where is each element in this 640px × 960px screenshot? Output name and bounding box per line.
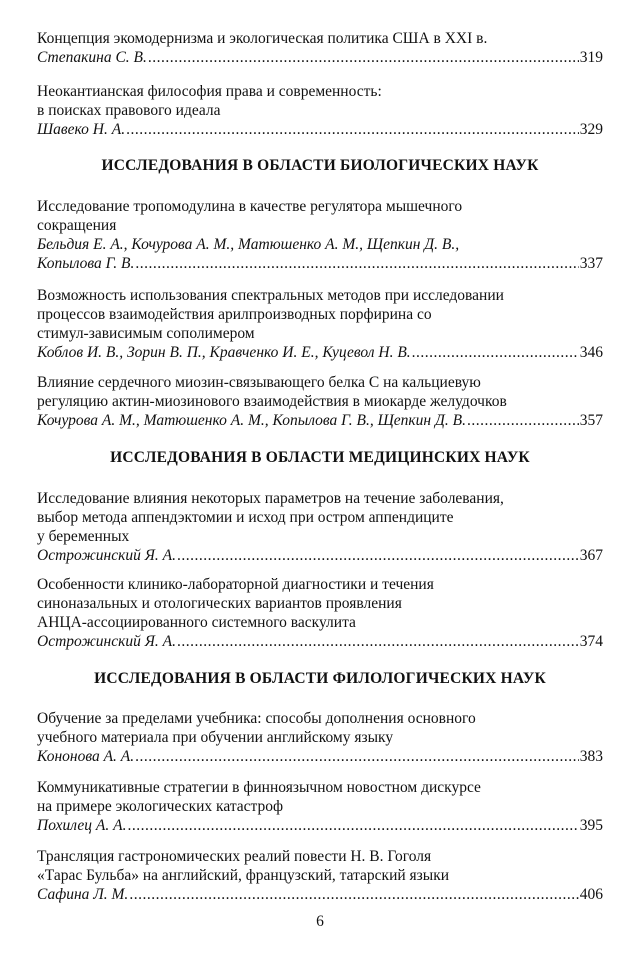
toc-entry	[37, 197, 603, 273]
entry-title-line: выбор метода аппендэктомии и исход при остром аппендиците	[37, 509, 454, 526]
entry-authors: Коблов И. В., Зорин В. П., Кравченко И. Е., Куцевол Н. В.	[37, 344, 411, 361]
entry-authors: Кононова А. А.	[37, 748, 135, 765]
entry-authors: Острожинский Я. А.	[37, 633, 177, 650]
toc-entry	[37, 709, 603, 766]
dot-leader	[129, 885, 578, 904]
entry-authors: Похилец А. А.	[37, 817, 127, 834]
entry-author-line	[37, 747, 603, 766]
entry-author-line	[37, 120, 603, 139]
entry-title-line: учебного материала при обучении английскому языку	[37, 729, 394, 746]
entry-title-line: Неокантианская философия права и современность:	[37, 83, 382, 100]
entry-author-line	[37, 411, 603, 430]
entry-title-line: на примере экологических катастроф	[37, 798, 284, 815]
entry-page-number: 367	[579, 547, 603, 564]
entry-title-line: Особенности клинико-лабораторной диагностики и течения	[37, 576, 434, 593]
toc-entry	[37, 29, 603, 67]
section-heading-medicine: ИССЛЕДОВАНИЯ В ОБЛАСТИ МЕДИЦИНСКИХ НАУК	[110, 449, 530, 466]
entry-page-number: 346	[579, 344, 603, 361]
entry-page-number: 395	[579, 817, 603, 834]
entry-title-line: АНЦА-ассоциированного системного васкулита	[37, 614, 356, 631]
toc-entry	[37, 82, 603, 139]
entry-title-line: Влияние сердечного миозин-связывающего белка С на кальциевую	[37, 374, 481, 391]
entry-authors-line: Бельдия Е. А., Кочурова А. М., Матюшенко А. М., Щепкин Д. В.,	[37, 236, 460, 253]
entry-title-line: Коммуникативные стратегии в финноязычном новостном дискурсе	[37, 779, 481, 796]
entry-title-line: Возможность использования спектральных методов при исследовании	[37, 287, 504, 304]
entry-authors: Шавеко Н. А.	[37, 121, 126, 138]
toc-entry	[37, 489, 603, 565]
dot-leader	[177, 546, 579, 565]
entry-title-line: Трансляция гастрономических реалий повести Н. В. Гоголя	[37, 848, 432, 865]
entry-page-number: 319	[579, 49, 603, 66]
page-number-footer: 6	[316, 913, 324, 930]
entry-page-number: 374	[579, 633, 603, 650]
dot-leader	[135, 747, 579, 766]
entry-title-line: «Тарас Бульба» на английский, французский, татарский языки	[37, 867, 450, 884]
entry-author-line	[37, 885, 603, 904]
section-heading-philology: ИССЛЕДОВАНИЯ В ОБЛАСТИ ФИЛОЛОГИЧЕСКИХ НАУК	[94, 670, 546, 687]
dot-leader	[177, 632, 579, 651]
entry-author-line	[37, 816, 603, 835]
entry-title-line: Исследование влияния некоторых параметров на течение заболевания,	[37, 490, 504, 507]
entry-page-number: 337	[579, 255, 603, 272]
entry-title-line: Концепция экомодернизма и экологическая политика США в XXI в.	[37, 30, 488, 47]
entry-page-number: 357	[579, 412, 603, 429]
entry-title-line: синоназальных и отологических вариантов проявления	[37, 595, 402, 612]
entry-author-line	[37, 48, 603, 67]
entry-page-number: 383	[579, 748, 603, 765]
entry-authors: Степакина С. В.	[37, 49, 147, 66]
toc-entry	[37, 286, 603, 362]
entry-page-number: 406	[579, 886, 603, 903]
entry-author-line	[37, 254, 603, 273]
entry-author-line	[37, 546, 603, 565]
entry-authors: Острожинский Я. А.	[37, 547, 177, 564]
entry-authors: Копылова Г. В.	[37, 255, 135, 272]
entry-author-line	[37, 632, 603, 651]
toc-entry	[37, 575, 603, 651]
section-heading-biology: ИССЛЕДОВАНИЯ В ОБЛАСТИ БИОЛОГИЧЕСКИХ НАУК	[101, 157, 539, 174]
entry-authors: Сафина Л. М.	[37, 886, 129, 903]
dot-leader	[467, 411, 579, 430]
entry-title-line: у беременных	[37, 528, 130, 545]
dot-leader	[127, 816, 578, 835]
entry-title-line: Обучение за пределами учебника: способы дополнения основного	[37, 710, 476, 727]
toc-entry	[37, 778, 603, 835]
toc-entry	[37, 373, 603, 430]
dot-leader	[135, 254, 578, 273]
entry-title-line: процессов взаимодействия арилпроизводных порфирина со	[37, 306, 432, 323]
entry-page-number: 329	[579, 121, 603, 138]
dot-leader	[148, 48, 579, 67]
dot-leader	[412, 343, 579, 362]
entry-title-line: в поисках правового идеала	[37, 102, 221, 119]
entry-authors: Кочурова А. М., Матюшенко А. М., Копылова Г. В., Щепкин Д. В.	[37, 412, 466, 429]
entry-author-line	[37, 343, 603, 362]
dot-leader	[126, 120, 579, 139]
entry-title-line: сокращения	[37, 217, 117, 234]
entry-title-line: стимул-зависимым сополимером	[37, 325, 255, 342]
entry-title-line: регуляцию актин-миозинового взаимодействия в миокарде желудочков	[37, 393, 507, 410]
toc-entry	[37, 847, 603, 904]
entry-title-line: Исследование тропомодулина в качестве регулятора мышечного	[37, 198, 463, 215]
